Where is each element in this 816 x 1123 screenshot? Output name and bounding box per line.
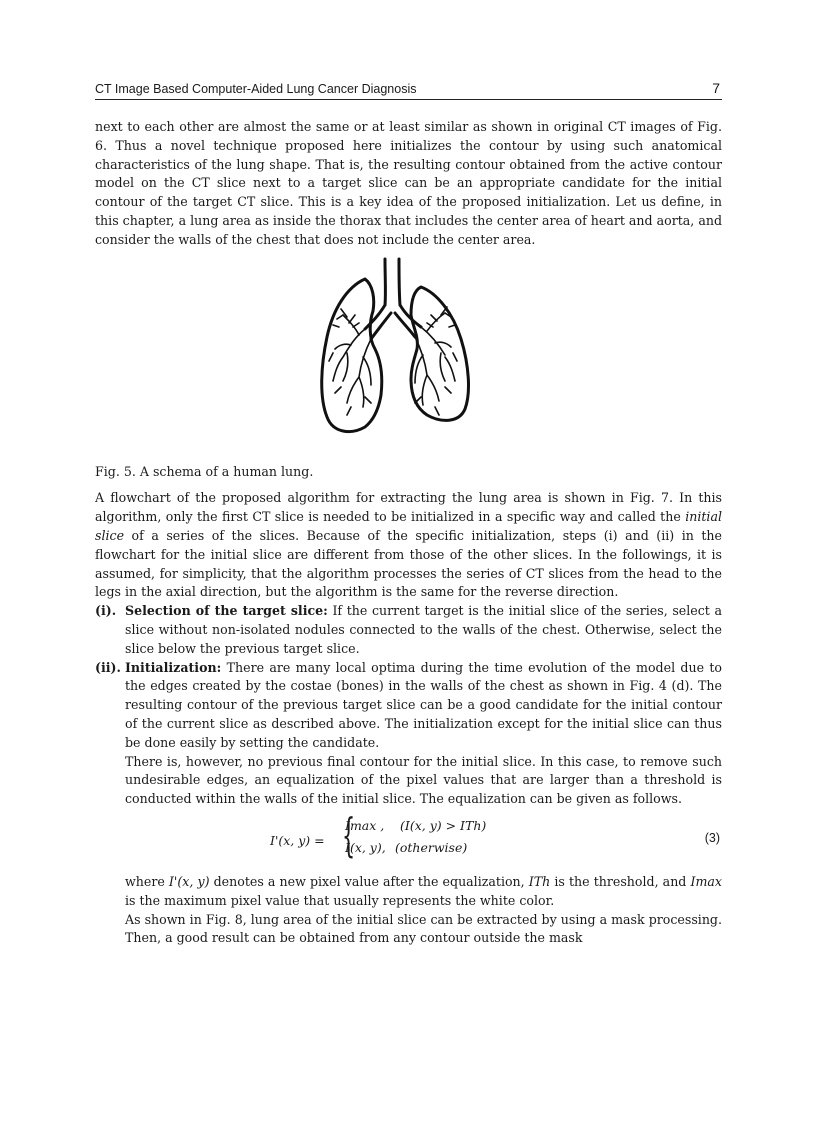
list-item-body: There are many local optima during the time evolution of the model due to the edges created by the costae (bones) in the walls of the chest as shown in Fig. 4 (d). The resulting contour of the previous target slice can be a good candidate for the initial contour of the current slice as described above. The initialization except for the initial slice can thus be done easily by setting the candidate. [125, 659, 722, 750]
equation-3 [95, 807, 722, 867]
page-number: 7 [712, 80, 720, 96]
right-bronchus [395, 305, 421, 337]
lung-drawing [303, 257, 493, 447]
equation-case1-condition: (I(x, y) > ITh) [400, 817, 487, 833]
right-lung-outline [411, 287, 468, 420]
running-header [95, 80, 722, 100]
paragraph-flowchart-text-1: A flowchart of the proposed algorithm for extracting the lung area is shown in Fig. 7. In this algorithm, only the first CT slice is needed to be initialized in a specific way and called the [95, 490, 722, 525]
list-number: (ii). [95, 659, 121, 675]
left-lung-outline [322, 279, 382, 432]
text-fragment: where [125, 873, 169, 889]
list-item-label: Selection of the target slice: [125, 603, 328, 619]
text-fragment: denotes a new pixel value after the equalization, [209, 873, 529, 889]
list-item-text-continued: There is, however, no previous final contour for the initial slice. In this case, to remove such undesirable edges, an equalization of the pixel values that are larger than a threshold is conducted within the walls of the initial slice. The equalization can be given as follows. [125, 753, 722, 807]
equation-number: (3) [704, 830, 720, 845]
running-title: CT Image Based Computer-Aided Lung Cancer Diagnosis [95, 82, 417, 96]
list-item-text [125, 602, 722, 658]
symbol-threshold: ITh [528, 873, 551, 889]
list-item-body: If the current target is the initial slice of the series, select a slice without non-isolated nodules connected to the walls of the chest. Otherwise, select the slice below the previous target slice. [125, 603, 722, 656]
paragraph-flowchart [95, 489, 722, 602]
list-item-label: Initialization: [125, 659, 222, 675]
equation-case2-value: I(x, y), [345, 839, 386, 855]
paragraph-flowchart-text-2: of a series of the slices. Because of the specific initialization, steps (i) and (ii) in the flowchart for the initial slice are different from those of the other slices. In the followings, it is assumed, for simplicity, that the algorithm processes the series of CT slices from the head to the legs in the axial direction, but the algorithm is the same for the reverse direction. [95, 527, 722, 600]
initial-slice-term: initial slice [95, 509, 722, 543]
list-number: (i). [95, 603, 117, 619]
equation-case1-value: Imax , [345, 817, 385, 833]
paragraph-mask: As shown in Fig. 8, lung area of the initial slice can be extracted by using a mask processing. Then, a good result can be obtained from any contour outside the mask [125, 911, 722, 946]
text-fragment: is the threshold, and [550, 873, 691, 889]
left-bronchus [365, 305, 391, 339]
equation-lhs: I'(x, y) = [270, 832, 325, 848]
trachea [385, 259, 400, 305]
symbol-max: Imax [690, 873, 722, 889]
paragraph-equation-explanation [95, 873, 722, 911]
equation-brace: { [342, 807, 356, 862]
symbol-new-pixel: I'(x, y) [168, 873, 210, 889]
list-item-initialization [95, 659, 722, 809]
figure-caption: Fig. 5. A schema of a human lung. [95, 463, 314, 479]
list-item-text [125, 659, 722, 753]
text-fragment: is the maximum pixel value that usually represents the white color. [125, 892, 555, 908]
equation-case2-condition: (otherwise) [395, 839, 468, 855]
list-item-selection [95, 602, 722, 658]
paragraph-intro: next to each other are almost the same or at least similar as shown in original CT images of Fig. 6. Thus a novel technique proposed here initializes the contour by using such anatomical characteristics of the lung shape. That is, the resulting contour obtained from the active contour model on the CT slice next to a target slice can be an appropriate candidate for the initial contour of the target CT slice. This is a key idea of the proposed initialization. Let us define, in this chapter, a lung area as inside the thorax that includes the center area of heart and aorta, and consider the walls of the chest that does not include the center area. [95, 119, 722, 247]
page-body [95, 118, 722, 948]
figure-lung-schema [95, 257, 722, 457]
